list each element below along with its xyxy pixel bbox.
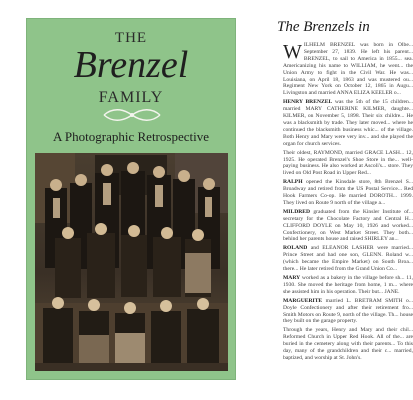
person-name: MILDRED [283, 208, 311, 215]
paragraph-text: opened the Kinsdale store, 8th Brenzel S... Broadway and retired from the US Postal Service... Red Hook Farmers Co-op. He married DOROTH... 1999. They lived on Route 9 north of the village a... [283, 179, 413, 206]
paragraph-text: graduated from the Kinsler Institute of... secretary for the Chocolate Factory and Central H... CLIFFORD DOYLE on May 10, 1926 and worked... Confectionery, on West Market Street. They both... behind her parents house and raised SHIRLEY an... [283, 208, 413, 243]
article [277, 18, 413, 398]
ornament-icon [102, 107, 162, 123]
paragraph-4 [283, 179, 413, 207]
paragraph-text: Through the years, Henry and Mary and their chil... Reformed Church in Upper Red Hook. All of the... are buried in the cemetery along with their parents... To this day, many of the grandchildren and their c... married, baptized, and worship at St. John's. [283, 327, 413, 361]
cover-family-name: Brenzel [73, 44, 189, 86]
person-name: MARGUERITE [283, 297, 323, 304]
paragraph-9 [283, 327, 413, 362]
person-name: ROLAND [283, 245, 308, 252]
drop-cap: W [283, 41, 302, 63]
paragraph-text: married L. BRETRAM SMITH o... Doyle Confectionery and after their retirement fro... Smith Motors on Route 9, north of the village. Th... house they built on the garage property. [283, 297, 413, 325]
paragraph-3 [283, 150, 413, 178]
book-cover [26, 18, 236, 380]
person-name: RALPH [283, 179, 303, 186]
paragraph-5 [283, 209, 413, 244]
paragraph-1 [283, 42, 413, 97]
article-body [283, 42, 413, 362]
person-name: MARY [283, 275, 301, 281]
article-title: The Brenzels in [277, 19, 370, 35]
paragraph-2 [283, 99, 413, 147]
paragraph-text: worked as a bakery in the village before sh... 11, 1930. She moved the heritage from home, 1 m... where she assisted him in his operation. Their but... JANE. [283, 275, 413, 295]
paragraph-text: and ELEANOR LASHER were married... Prince Street and had one son, GLENN. Roland w... (which became the Empire Market) on South Broa... there... He later retired from the Grand Union Co... [283, 245, 413, 273]
paragraph-text: Their oldest, RAYMOND, married GRACE LASH... 12, 1925. He operated Brenzel's Shoe Store in the... well-paying business. He also worked at Ascoli's... store. They lived on Old Post Road in Upper Red... [283, 149, 413, 177]
paragraph-8 [283, 298, 413, 326]
person-name: HENRY BRENZEL [283, 99, 333, 106]
cover-subtitle: A Photographic Retrospective [53, 129, 209, 144]
paragraph-6 [283, 245, 413, 273]
paragraph-text: ILHELM BRENZEL was born in Olbe... September 27, 1839. He left his parent... BRENZEL, to sail to America in 1855... sea. Americanizing his name to WILLIAM, he went... the Union Army to fight in the Civil War. He was... Louisiana, on April 18, 1863 and was mustered ou... Regiment New York on October 12, 1865 in Augu... Livingston and married ANNA ELIZA KEELER o... [283, 42, 413, 97]
cover-the: THE [114, 30, 148, 46]
paragraph-text: was the 5th of the 15 children... married MARY CATHERINE KILMER, daughte... KILMER, on November 5, 1898. Their six childre... He was a blacksmith by trade. They later moved... where he continued the blacksmith business whic... of the village. Both Henry and Mary were very inv... and she played the organ for church services. [283, 99, 413, 147]
family-photo [35, 153, 228, 371]
paragraph-7 [283, 275, 413, 296]
cover-family-word: FAMILY [98, 89, 164, 106]
